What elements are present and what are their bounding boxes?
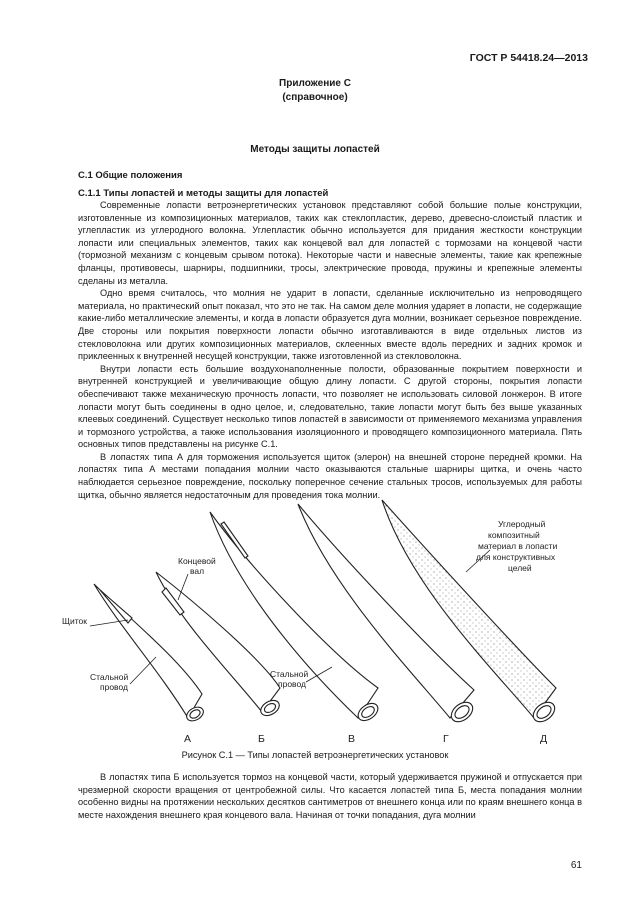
paragraph: В лопастях типа А для торможения используется щиток (элерон) на внешней стороне передней кромки. На лопастях типа А местами попадания молнии часто оказываются стальные шарниры щитка, и очень часто наблюдается серьезное повреждение, поскольку поперечное сечение стальных тросов, используемых для работы щитка, обычно является недостаточным для проведения тока молнии. xyxy=(78,451,582,500)
appendix-title: Приложение С xyxy=(279,78,351,89)
label-steel-wire-a: Стальной провод xyxy=(90,672,129,692)
heading-c11: С.1.1 Типы лопастей и методы защиты для лопастей xyxy=(78,188,329,199)
letter-b: Б xyxy=(258,733,265,744)
letter-g: Г xyxy=(443,733,449,744)
label-shield: Щиток xyxy=(62,616,87,626)
blade-v xyxy=(210,512,381,724)
paragraph: В лопастях типа Б используется тормоз на концевой части, который удерживается пружиной и отпускается при чрезмерной скорости вращения от центробежной силы. Что касается лопастей типа Б, места попадания молнии особенно видны на протяжении нескольких десятков сантиметров от внешнего конца или по краям внешнего конца в месте нахождения внешнего края концевого вала. Начиная от точки попадания, дуга молнии xyxy=(78,772,582,820)
standard-number: ГОСТ Р 54418.24—2013 xyxy=(469,52,588,64)
letter-a: А xyxy=(184,733,192,744)
label-steel-wire-b: Стальной провод xyxy=(270,669,309,689)
letter-d: Д xyxy=(540,733,548,744)
bottom-text xyxy=(78,771,582,821)
page-number: 61 xyxy=(570,860,582,871)
paragraph: Внутри лопасти есть большие воздухонаполненные полости, образованные покрытием поверхности и внутренней конструкцией и увеличивающие общую длину лопасти. С другой стороны, покрытия лопасти обеспечивают также механическую прочность лопасти, что позволяет не использовать силовой лонжерон. В итоге лопасти могут быть соединены в одно целое, и, следовательно, такие лопасти могут быть без выше указанных клеевых соединений. Существует несколько типов лопастей в зависимости от применяемого механизма управления и тормозного устройства, а также использования изоляционного и проводящего композиционного материала. Пять основных типов представлены на рисунке С.1. xyxy=(78,363,582,450)
blade-types-figure xyxy=(60,492,580,744)
appendix-subtitle: (справочное) xyxy=(282,92,348,103)
letter-v: В xyxy=(348,733,356,744)
figure-caption: Рисунок С.1 — Типы лопастей ветроэнергетических установок xyxy=(181,750,449,760)
body-text xyxy=(78,199,582,501)
paragraph: Одно время считалось, что молния не ударит в лопасти, сделанные исключительно из непроводящего материала, но практический опыт показал, что это не так. На самом деле молния ударяет в лопасти, не содержащие какие-либо металлические элементы, и когда в лопасти образуется дуга молнии, возникает серьезное повреждение. Две стороны или покрытия поверхности лопасти обычно изготавливаются в виде отдельных листов из стекловолокна или других композиционных материалов, склеенных вместе вдоль передних и задних кромок и приклеенных к внутренней несущей конструкции, также изготовленной из стекловолокна. xyxy=(78,288,582,362)
paragraph: Современные лопасти ветроэнергетических установок представляют собой большие полые конструкции, изготовленные из композиционных материалов, таких как стеклопластик, дерево, древесно-слоистый пластик и углепластик из углеродного волокна. Углепластик обычно используется для придания жесткости конструкции лопасти или специальных элементов, таких как концевой вал для лопастей с тормозами на концевой части (тормозной механизм с концевым срывом потока). Некоторые части и навесные элементы, такие как крепежные фланцы, противовесы, шарниры, подшипники, тросы, электрические провода, пружины и крепежные элементы сделаны из металла. xyxy=(78,200,582,286)
section-title: Методы защиты лопастей xyxy=(250,144,380,155)
label-carbon: Углеродный композитный материал в лопасти для конструктивных целей xyxy=(476,519,558,573)
label-tip-shaft: Концевой вал xyxy=(178,556,216,576)
heading-c1: С.1 Общие положения xyxy=(78,170,183,181)
